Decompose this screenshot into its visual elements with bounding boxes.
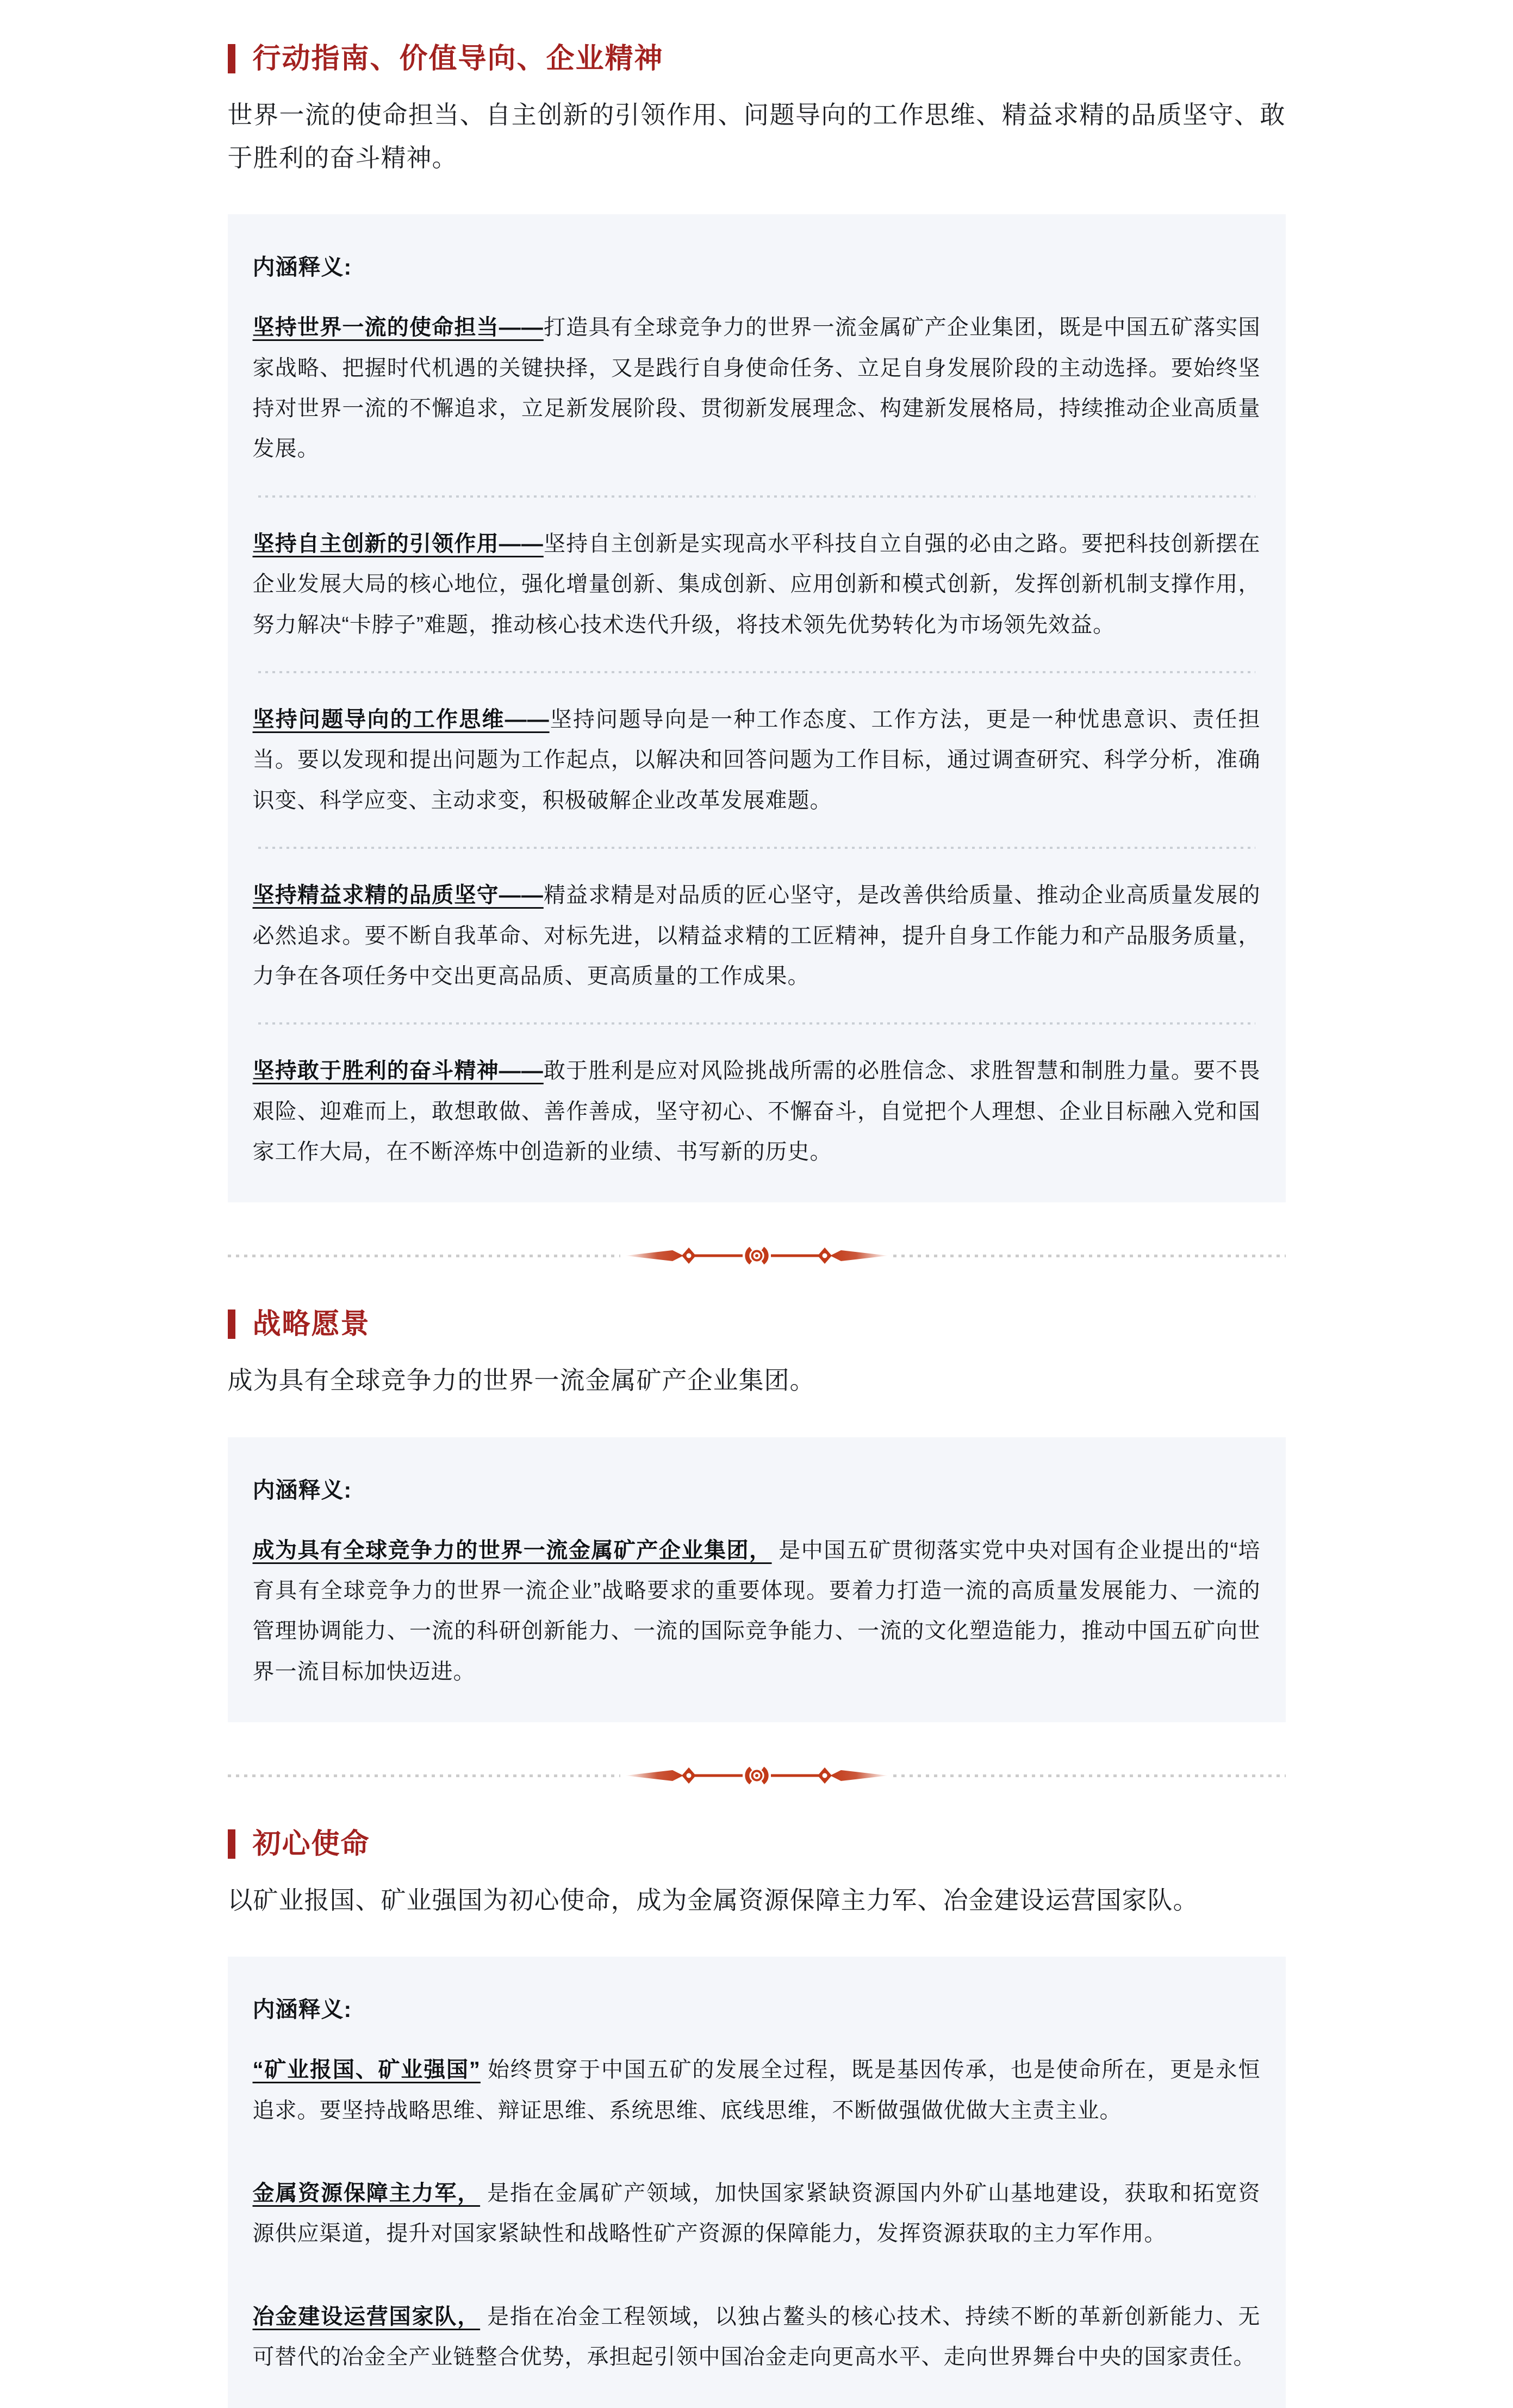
paragraph-lead: 金属资源保障主力军， [252,2181,481,2206]
paragraph-lead: 成为具有全球竞争力的世界一流金属矿产企业集团， [252,1538,772,1562]
divider-dotted-line [228,1774,620,1777]
box-label: 内涵释义: [252,1997,352,2022]
definition-paragraph [253,1051,1261,1172]
section-title: 初心使命 [252,1828,370,1860]
paragraph-text: 打造具有全球竞争力的世界一流金属矿产企业集团，既是中国五矿落实国家战略、把握时代机遇的关键抉择，又是践行自身使命任务、立足自身发展阶段的主动选择。要始终坚持对世界一流的不懈追求，立足新发展阶段、贯彻新发展理念、构建新发展格局，持续推动企业高质量发展。 [252,315,1261,461]
divider-ornament-icon [624,1760,890,1791]
section-heading [228,44,1286,74]
paragraph-text: 是中国五矿贯彻落实党中央对国有企业提出的“培育具有全球竞争力的世界一流企业”战略要求的重要体现。要着力打造一流的高质量发展能力、一流的管理协调能力、一流的科研创新能力、一流的国际竞争能力、一流的文化塑造能力，推动中国五矿向世界一流目标加快迈进。 [252,1538,1261,1684]
heading-accent-bar [228,1829,235,1859]
paragraph-lead: “矿业报国、矿业强国” [252,2058,481,2082]
section-intro: 以矿业报国、矿业强国为初心使命，成为金属资源保障主力军、冶金建设运营国家队。 [227,1886,1199,1915]
section-intro: 世界一流的使命担当、自主创新的引领作用、问题导向的工作思维、精益求精的品质坚守、敢于胜利的奋斗精神。 [227,101,1286,172]
divider-dotted-line [893,1774,1286,1777]
divider-ornament-icon [624,1240,890,1271]
definition-paragraph [253,2050,1261,2131]
content-column [228,0,1286,2408]
paragraph-separator [258,671,1255,673]
section-intro: 成为具有全球竞争力的世界一流金属矿产企业集团。 [227,1366,815,1395]
section-vision [228,1309,1286,1722]
divider-dotted-line [228,1255,620,1257]
definition-paragraph [253,307,1261,469]
paragraph-text: 精益求精是对品质的匠心坚守，是改善供给质量、推动企业高质量发展的必然追求。要不断自我革命、对标先进，以精益求精的工匠精神，提升自身工作能力和产品服务质量，力争在各项任务中交出更高品质、更高质量的工作成果。 [252,883,1261,988]
definition-box [228,214,1286,1202]
paragraph-text: 始终贯穿于中国五矿的发展全过程，既是基因传承，也是使命所在，更是永恒追求。要坚持战略思维、辩证思维、系统思维、底线思维，不断做强做优做大主责主业。 [252,2058,1261,2122]
paragraph-lead: 坚持自主创新的引领作用—— [252,531,544,556]
section-divider [228,1240,1286,1271]
section-divider [228,1760,1286,1791]
section-heading [228,1309,1286,1339]
definition-box [228,1437,1286,1723]
section-mission [228,1829,1286,2407]
box-label: 内涵释义: [252,1477,352,1503]
section-title: 行动指南、价值导向、企业精神 [252,43,664,75]
definition-paragraph [253,875,1261,996]
paragraph-separator [258,847,1255,849]
definition-paragraph [253,524,1261,645]
paragraph-lead: 坚持敢于胜利的奋斗精神—— [252,1059,544,1083]
definition-paragraph [253,1530,1261,1692]
heading-accent-bar [228,1309,235,1339]
box-label: 内涵释义: [252,255,352,280]
divider-dotted-line [893,1255,1286,1257]
paragraph-lead: 坚持精益求精的品质坚守—— [252,883,544,908]
paragraph-lead: 坚持问题导向的工作思维—— [252,707,550,731]
section-heading [228,1829,1286,1859]
paragraph-lead: 坚持世界一流的使命担当—— [252,315,544,340]
paragraph-separator [258,1022,1255,1025]
section-action-guide [228,44,1286,1202]
paragraph-text: 坚持问题导向是一种工作态度、工作方法，更是一种忧患意识、责任担当。要以发现和提出问题为工作起点，以解决和回答问题为工作目标，通过调查研究、科学分析，准确识变、科学应变、主动求变，积极破解企业改革发展难题。 [252,707,1261,812]
paragraph-text: 是指在冶金工程领域，以独占鳌头的核心技术、持续不断的革新创新能力、无可替代的冶金全产业链整合优势，承担起引领中国冶金走向更高水平、走向世界舞台中央的国家责任。 [252,2304,1261,2369]
heading-accent-bar [228,44,235,73]
definition-paragraph [253,2173,1261,2254]
paragraph-separator [258,495,1255,498]
paragraph-text: 是指在金属矿产领域，加快国家紧缺资源国内外矿山基地建设，获取和拓宽资源供应渠道，提升对国家紧缺性和战略性矿产资源的保障能力，发挥资源获取的主力军作用。 [252,2181,1261,2246]
paragraph-lead: 冶金建设运营国家队， [252,2304,481,2329]
paragraph-text: 敢于胜利是应对风险挑战所需的必胜信念、求胜智慧和制胜力量。要不畏艰险、迎难而上，敢想敢做、善作善成，坚守初心、不懈奋斗，自觉把个人理想、企业目标融入党和国家工作大局，在不断淬炼中创造新的业绩、书写新的历史。 [252,1059,1261,1164]
section-title: 战略愿景 [252,1308,370,1340]
definition-paragraph [253,699,1261,821]
definition-box [228,1957,1286,2407]
paragraph-text: 坚持自主创新是实现高水平科技自立自强的必由之路。要把科技创新摆在企业发展大局的核心地位，强化增量创新、集成创新、应用创新和模式创新，发挥创新机制支撑作用，努力解决“卡脖子”难题，推动核心技术迭代升级，将技术领先优势转化为市场领先效益。 [252,531,1261,637]
definition-paragraph [253,2297,1261,2378]
